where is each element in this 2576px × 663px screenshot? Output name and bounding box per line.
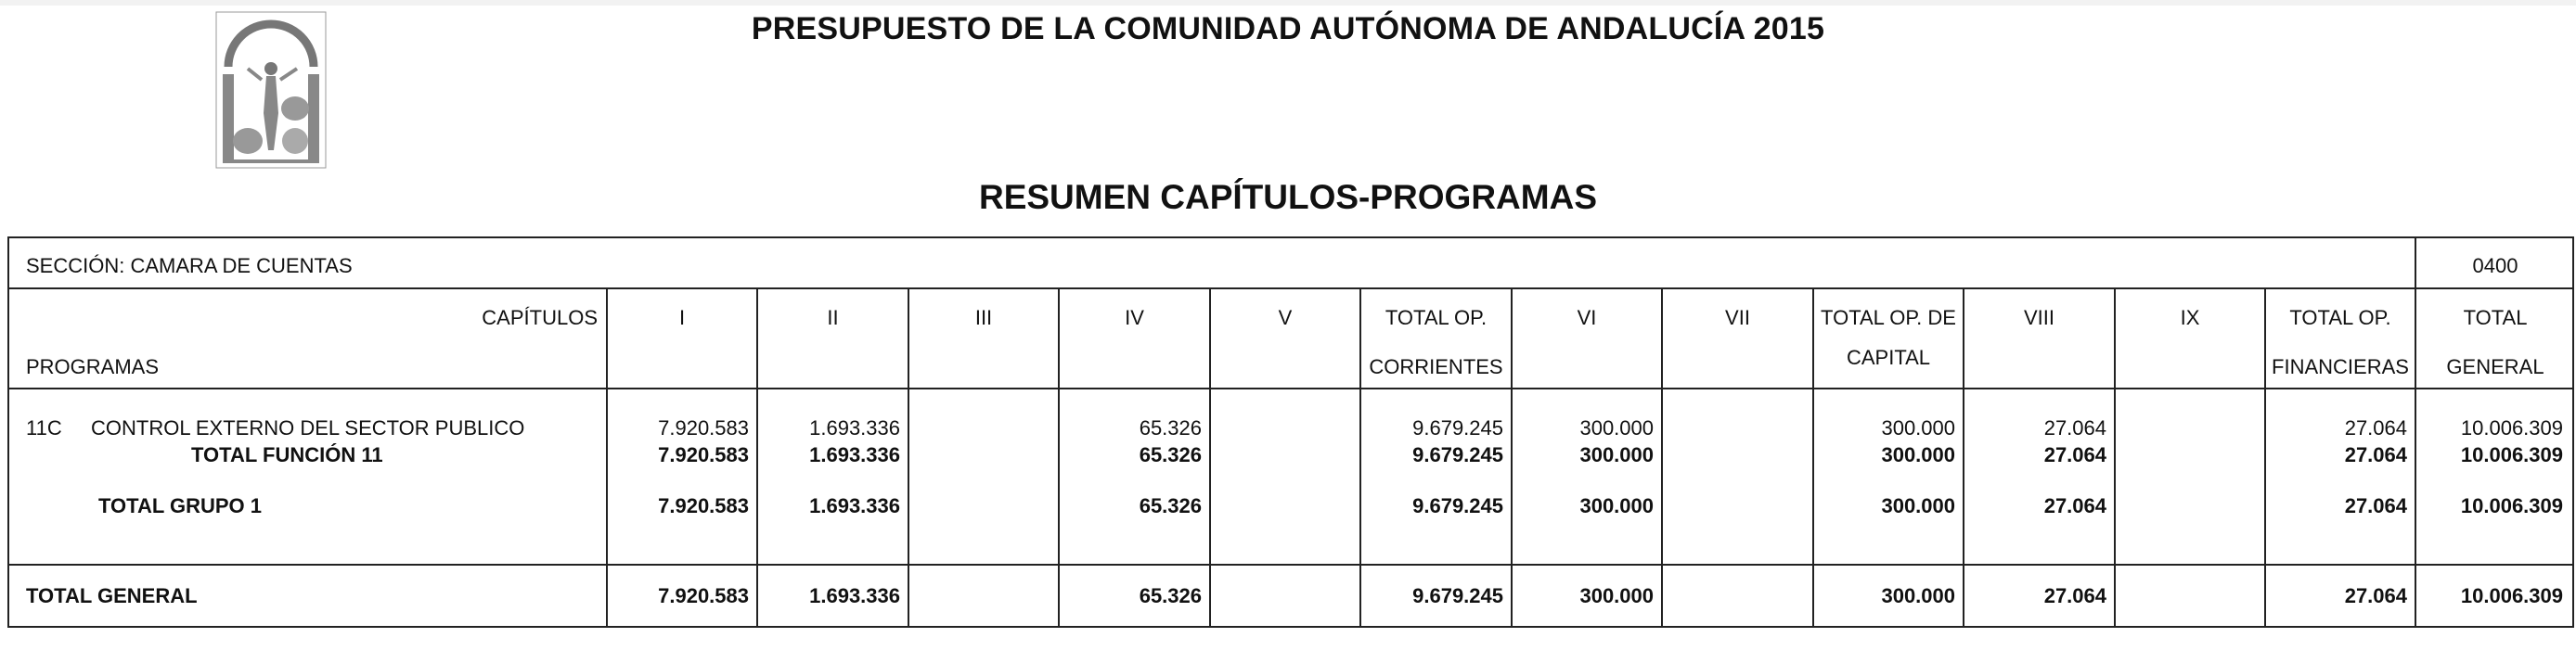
col-header-IX: IX <box>2180 306 2200 329</box>
programas-header: PROGRAMAS <box>26 355 160 378</box>
total-general-total-corrientes: 9.679.245 <box>1412 584 1503 607</box>
col-divider-3 <box>908 287 909 628</box>
program-total-capital: 300.000 <box>1881 416 1955 440</box>
total-general-total-general: 10.006.309 <box>2460 584 2563 607</box>
grupo-cap-VIII: 27.064 <box>2043 494 2106 517</box>
col-header-VIII: VIII <box>2023 306 2054 329</box>
col-divider-11 <box>2114 287 2116 628</box>
rule-section-bottom <box>7 287 2574 289</box>
funcion-cap-I: 7.920.583 <box>658 443 749 466</box>
col-header-total-financieras-line2: FINANCIERAS <box>2272 355 2409 378</box>
grupo-cap-I: 7.920.583 <box>658 494 749 517</box>
col-header-IV: IV <box>1125 306 1144 329</box>
col-header-VII: VII <box>1725 306 1750 329</box>
total-general-cap-VIII: 27.064 <box>2043 584 2106 607</box>
col-header-total-corrientes-line1: TOTAL OP. <box>1385 306 1488 329</box>
funcion-total-capital: 300.000 <box>1881 443 1955 466</box>
funcion-cap-II: 1.693.336 <box>809 443 900 466</box>
grupo-cap-II: 1.693.336 <box>809 494 900 517</box>
top-strip <box>0 0 2576 6</box>
funcion-total-corrientes: 9.679.245 <box>1412 443 1503 466</box>
col-header-total-capital-line2: CAPITAL <box>1846 346 1931 369</box>
program-cap-VI: 300.000 <box>1579 416 1654 440</box>
program-cap-II: 1.693.336 <box>809 416 900 440</box>
total-general-label: TOTAL GENERAL <box>26 584 198 607</box>
col-header-V: V <box>1278 306 1293 329</box>
funcion-total-financieras: 27.064 <box>2344 443 2407 466</box>
grupo-cap-IV: 65.326 <box>1139 494 1202 517</box>
section-label: SECCIÓN: CAMARA DE CUENTAS <box>26 254 353 277</box>
program-total-financieras: 27.064 <box>2344 416 2407 440</box>
funcion-cap-VI: 300.000 <box>1579 443 1654 466</box>
total-general-total-financieras: 27.064 <box>2344 584 2407 607</box>
program-cap-IV: 65.326 <box>1139 416 1202 440</box>
funcion-cap-IV: 65.326 <box>1139 443 1202 466</box>
grupo-cap-VI: 300.000 <box>1579 494 1654 517</box>
program-total-general: 10.006.309 <box>2460 416 2563 440</box>
col-divider-5 <box>1209 287 1211 628</box>
program-cap-VIII: 27.064 <box>2043 416 2106 440</box>
rule-total-top <box>7 564 2574 566</box>
program-name: CONTROL EXTERNO DEL SECTOR PUBLICO <box>91 416 525 440</box>
col-header-total-general-line1: TOTAL <box>2463 306 2528 329</box>
grupo-total-general: 10.006.309 <box>2460 494 2563 517</box>
col-divider-8 <box>1661 287 1663 628</box>
grupo-total-label: TOTAL GRUPO 1 <box>98 494 263 517</box>
col-header-VI: VI <box>1577 306 1597 329</box>
program-cap-I: 7.920.583 <box>658 416 749 440</box>
col-header-total-capital-line1: TOTAL OP. DE <box>1821 306 1956 329</box>
col-header-II: II <box>827 306 839 329</box>
grupo-total-financieras: 27.064 <box>2344 494 2407 517</box>
total-general-cap-VI: 300.000 <box>1579 584 1654 607</box>
col-header-total-financieras-line1: TOTAL OP. <box>2289 306 2391 329</box>
col-header-total-general-line2: GENERAL <box>2446 355 2544 378</box>
total-general-cap-II: 1.693.336 <box>809 584 900 607</box>
rule-header-bottom <box>7 388 2574 389</box>
col-header-III: III <box>974 306 993 329</box>
grupo-total-corrientes: 9.679.245 <box>1412 494 1503 517</box>
capitulos-header: CAPÍTULOS <box>482 306 598 329</box>
report-subtitle: RESUMEN CAPÍTULOS-PROGRAMAS <box>978 178 1598 216</box>
total-general-cap-I: 7.920.583 <box>658 584 749 607</box>
col-header-I: I <box>678 306 686 329</box>
funcion-total-label: TOTAL FUNCIÓN 11 <box>191 443 383 466</box>
funcion-cap-VIII: 27.064 <box>2043 443 2106 466</box>
program-total-corrientes: 9.679.245 <box>1412 416 1503 440</box>
grupo-total-capital: 300.000 <box>1881 494 1955 517</box>
total-general-cap-IV: 65.326 <box>1139 584 1202 607</box>
page-title: PRESUPUESTO DE LA COMUNIDAD AUTÓNOMA DE ANDALUCÍA 2015 <box>751 11 1825 46</box>
section-code: 0400 <box>2472 254 2518 277</box>
col-header-total-corrientes-line2: CORRIENTES <box>1369 355 1503 378</box>
total-general-total-capital: 300.000 <box>1881 584 1955 607</box>
program-code: 11C <box>26 416 62 440</box>
funcion-total-general: 10.006.309 <box>2460 443 2563 466</box>
